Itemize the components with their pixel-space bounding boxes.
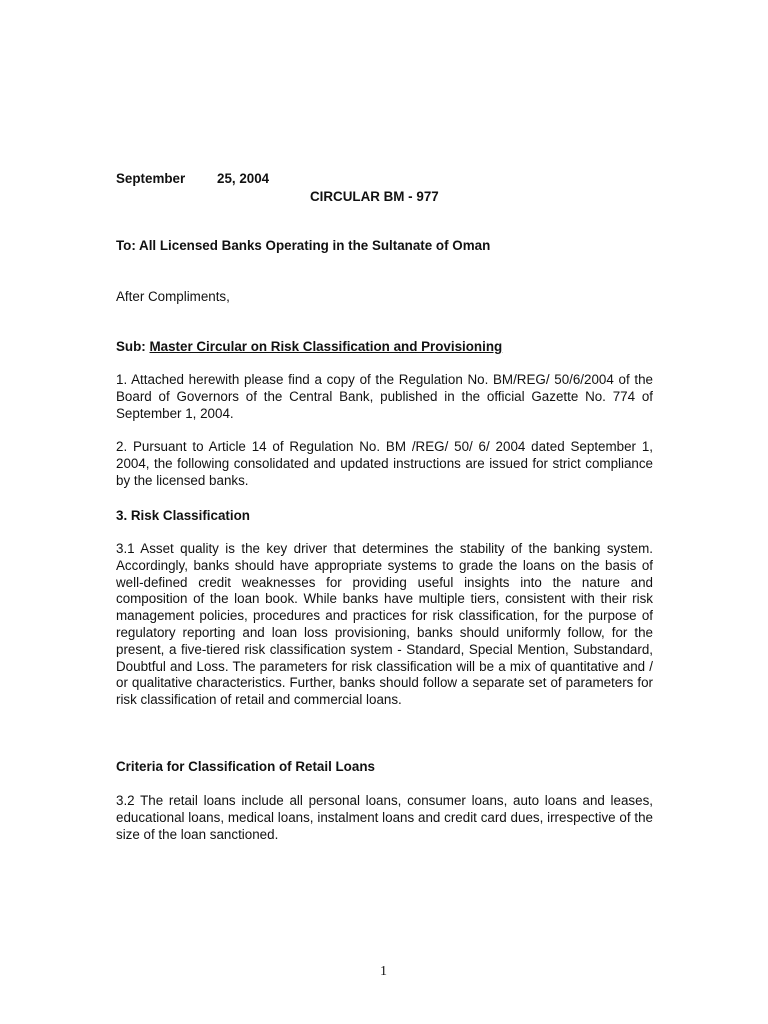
paragraph-3-1: 3.1 Asset quality is the key driver that determines the stability of the banking system. Accordingly, banks should have appropriate systems to grade the loans on the basis of well-defined credit weaknesses for providing useful insights into the nature and composition of the loan book. While banks have multiple tiers, consistent with their risk management policies, procedures and practices for risk classification, for the purpose of regulatory reporting and loan loss provisioning, banks should uniformly follow, for the present, a five-tiered risk classification system - Standard, Special Mention, Substandard, Doubtful and Loss. The parameters for risk classification will be a mix of quantitative and / or qualitative characteristics. Further, banks should follow a separate set of parameters for risk classification of retail and commercial loans.: [116, 541, 653, 708]
section-heading-retail-criteria: Criteria for Classification of Retail Loans: [116, 759, 375, 774]
section-heading-risk-classification: 3. Risk Classification: [116, 508, 250, 523]
salutation: After Compliments,: [116, 289, 230, 304]
addressee: To: All Licensed Banks Operating in the Sultanate of Oman: [116, 238, 491, 253]
subject-title: Master Circular on Risk Classification and Provisioning: [149, 339, 503, 354]
paragraph-3-2: 3.2 The retail loans include all personal loans, consumer loans, auto loans and leases, educational loans, medical loans, instalment loans and credit card dues, irrespective of the size of the loan sanctioned.: [116, 793, 653, 842]
paragraph-1: 1. Attached herewith please find a copy of the Regulation No. BM/REG/ 50/6/2004 of the Board of Governors of the Central Bank, published in the official Gazette No. 774 of September 1, 2004.: [116, 372, 653, 421]
date-month: September: [116, 171, 186, 186]
paragraph-2: 2. Pursuant to Article 14 of Regulation No. BM /REG/ 50/ 6/ 2004 dated September 1, 2004, the following consolidated and updated instructions are issued for strict compliance by the licensed banks.: [116, 439, 653, 488]
subject-line: [116, 339, 502, 354]
subject-prefix: Sub:: [116, 339, 146, 354]
circular-number: CIRCULAR BM - 977: [310, 189, 439, 204]
page-number: 1: [380, 964, 387, 979]
date-day-year: 25, 2004: [217, 171, 270, 186]
